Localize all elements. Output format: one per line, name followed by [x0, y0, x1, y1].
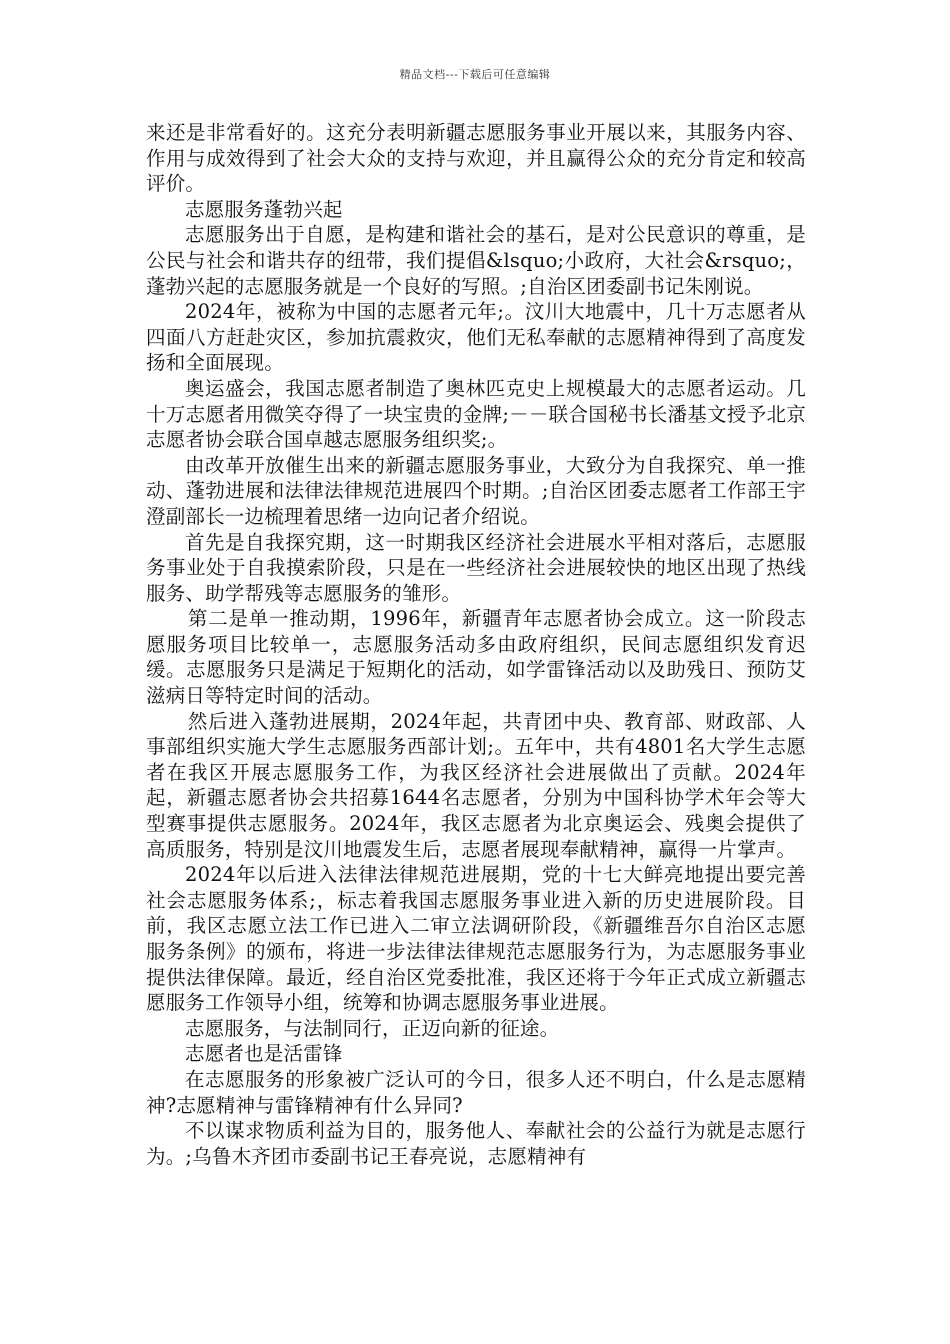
page-header: 精品文档---下载后可任意编辑 — [399, 68, 551, 81]
paragraph: 志愿服务出于自愿，是构建和谐社会的基石，是对公民意识的尊重，是公民与社会和谐共存的纽带，我们提倡&lsquo;小政府，大社会&rsquo;，蓬勃兴起的志愿服务就是一个良好的写照。;自治区团委副书记朱刚说。 — [146, 223, 806, 298]
paragraph: 志愿服务，与法制同行，正迈向新的征途。 — [185, 1016, 560, 1040]
section-heading-volunteer-rise: 志愿服务蓬勃兴起 — [185, 197, 343, 221]
paragraph: 然后进入蓬勃进展期，2024年起，共青团中央、教育部、财政部、人事部组织实施大学生志愿服务西部计划;。五年中，共有4801名大学生志愿者在我区开展志愿服务工作，为我区经济社会进展做出了贡献。2024年起，新疆志愿者协会共招募1644名志愿者，分别为中国科协学术年会等大型赛事提供志愿服务。2024年，我区志愿者为北京奥运会、残奥会提供了高质服务，特别是汶川地震发生后，志愿者展现奉献精神，赢得一片掌声。 — [146, 709, 806, 861]
paragraph: 不以谋求物质利益为目的，服务他人、奉献社会的公益行为就是志愿行为。;乌鲁木齐团市委副书记王春亮说，志愿精神有 — [146, 1119, 806, 1168]
paragraph: 首先是自我探究期，这一时期我区经济社会进展水平相对落后，志愿服务事业处于自我摸索阶段，只是在一些经济社会进展较快的地区出现了热线服务、助学帮残等志愿服务的雏形。 — [146, 530, 806, 605]
paragraph: 在志愿服务的形象被广泛认可的今日，很多人还不明白，什么是志愿精神?志愿精神与雷锋精神有什么异同? — [146, 1067, 806, 1117]
paragraph: 由改革开放催生出来的新疆志愿服务事业，大致分为自我探究、单一推动、蓬勃进展和法律法律规范进展四个时期。;自治区团委志愿者工作部王宇澄副部长一边梳理着思绪一边向记者介绍说。 — [146, 453, 806, 528]
paragraph-intro-continuation: 来还是非常看好的。这充分表明新疆志愿服务事业开展以来，其服务内容、作用与成效得到了社会大众的支持与欢迎，并且赢得公众的充分肯定和较高评价。 — [146, 121, 806, 196]
paragraph: 2024年，被称为中国的志愿者元年;。汶川大地震中，几十万志愿者从四面八方赶赴灾区，参加抗震救灾，他们无私奉献的志愿精神得到了高度发扬和全面展现。 — [146, 300, 806, 375]
document-body — [146, 120, 806, 1169]
paragraph: 奥运盛会，我国志愿者制造了奥林匹克史上规模最大的志愿者运动。几十万志愿者用微笑夺得了一块宝贵的金牌;－－联合国秘书长潘基文授予北京志愿者协会联合国卓越志愿服务组织奖;。 — [146, 376, 806, 452]
paragraph: 第二是单一推动期，1996年，新疆青年志愿者协会成立。这一阶段志愿服务项目比较单一，志愿服务活动多由政府组织，民间志愿组织发育迟缓。志愿服务只是满足于短期化的活动，如学雷锋活动以及助残日、预防艾滋病日等特定时间的活动。 — [146, 607, 806, 708]
paragraph: 2024年以后进入法律法律规范进展期，党的十七大鲜亮地提出要完善社会志愿服务体系;，标志着我国志愿服务事业进入新的历史进展阶段。目前，我区志愿立法工作已进入二审立法调研阶段，《新疆维吾尔自治区志愿服务条例》的颁布，将进一步法律法律规范志愿服务行为，为志愿服务事业提供法律保障。最近，经自治区党委批准，我区还将于今年正式成立新疆志愿服务工作领导小组，统筹和协调志愿服务事业进展。 — [146, 863, 806, 1015]
section-heading-living-leifeng: 志愿者也是活雷锋 — [185, 1042, 343, 1066]
